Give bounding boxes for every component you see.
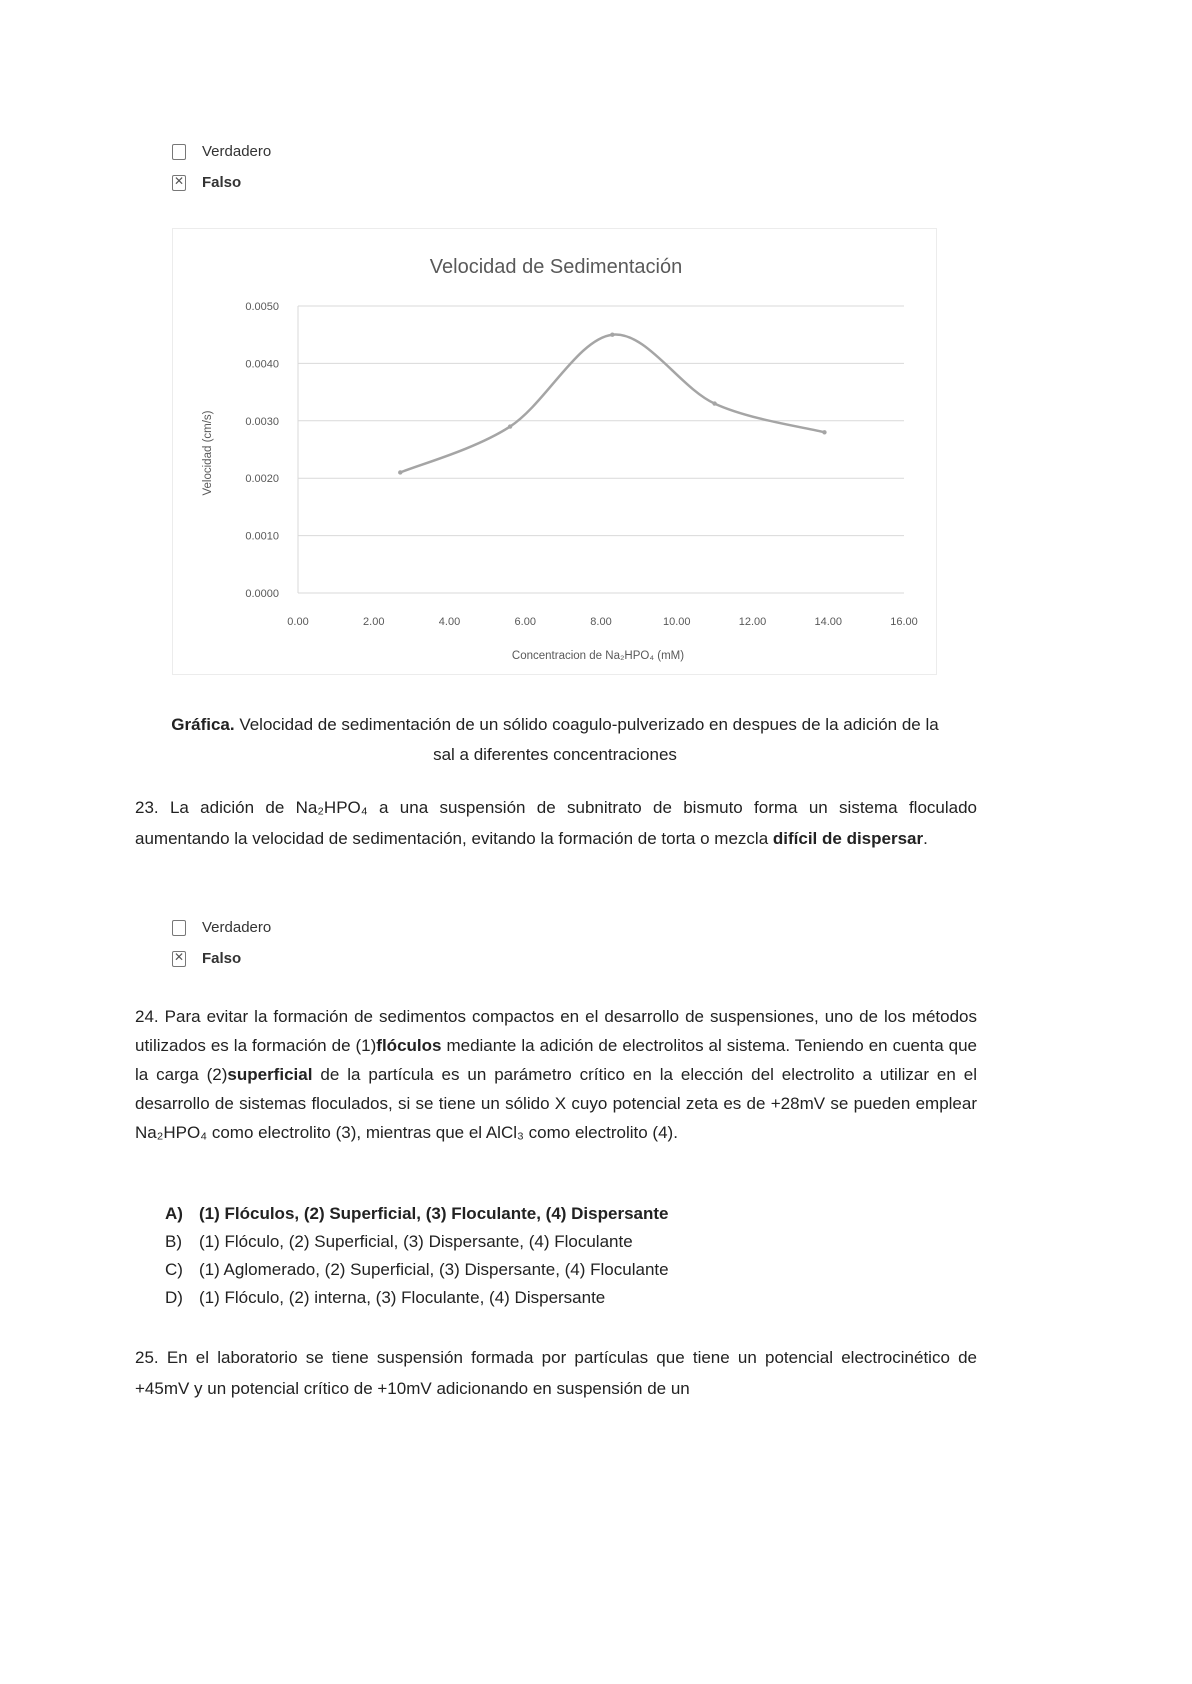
option-letter: A): [165, 1204, 183, 1223]
x-tick-label: 2.00: [363, 616, 385, 628]
y-tick-label: 0.0010: [245, 530, 279, 543]
question-23-end: .: [923, 829, 928, 848]
option-letter: D): [165, 1288, 183, 1307]
y-tick-label: 0.0030: [245, 415, 279, 428]
data-point: [610, 333, 614, 337]
checkbox-verdadero[interactable]: [172, 912, 271, 943]
checkbox-label: Falso: [202, 950, 242, 967]
x-tick-label: 8.00: [590, 616, 612, 628]
x-tick-label: 16.00: [890, 616, 918, 628]
data-point: [822, 430, 826, 434]
x-tick-label: 6.00: [514, 616, 536, 628]
option-text: (1) Flóculo, (2) Superficial, (3) Dispersante, (4) Floculante: [199, 1232, 633, 1251]
question-23: [135, 792, 977, 854]
data-point: [712, 401, 716, 405]
y-tick-label: 0.0050: [245, 301, 279, 313]
option-d[interactable]: [165, 1284, 669, 1312]
data-point: [508, 424, 512, 428]
question-24-text: mediante la adición de electrolitos al sistema. Teniendo en cuenta que la carga (2): [135, 1036, 977, 1084]
option-letter: C): [165, 1260, 183, 1279]
question-25: [135, 1342, 977, 1404]
option-letter: B): [165, 1232, 182, 1251]
option-a[interactable]: [165, 1200, 669, 1228]
true-false-answers-23: [172, 912, 271, 974]
checkbox-box[interactable]: [172, 144, 186, 160]
checkbox-box[interactable]: [172, 175, 186, 191]
question-23-text: 23. La adición de Na₂HPO₄ a una suspensión de subnitrato de bismuto forma un sistema floculado aumentando la velocidad de sedimentación, evitando la formación de torta o mezcla: [135, 798, 977, 848]
checkbox-label: Falso: [202, 174, 242, 191]
caption-text: Velocidad de sedimentación de un sólido coagulo-pulverizado en despues de la adición de la sal a diferentes concentraciones: [234, 715, 939, 764]
checkbox-verdadero[interactable]: [172, 136, 271, 167]
chart-canvas: [173, 229, 936, 674]
x-tick-label: 0.00: [287, 616, 309, 628]
chart-title: Velocidad de Sedimentación: [429, 256, 683, 278]
data-point: [398, 470, 402, 474]
option-text: (1) Flóculos, (2) Superficial, (3) Floculante, (4) Dispersante: [199, 1204, 669, 1223]
y-tick-label: 0.0000: [245, 588, 279, 600]
checkbox-falso[interactable]: [172, 943, 271, 974]
y-tick-label: 0.0040: [245, 358, 279, 371]
checkbox-falso[interactable]: [172, 167, 271, 198]
checkbox-box[interactable]: [172, 920, 186, 936]
true-false-answers-22: [172, 136, 271, 198]
option-text: (1) Flóculo, (2) interna, (3) Floculante, (4) Dispersante: [199, 1288, 606, 1307]
question-24-text: de la partícula es un parámetro crítico en la elección del electrolito a utilizar en el desarrollo de sistemas floculados, si se tiene un sólido X cuyo potencial zeta es de +28mV se pueden emplear Na₂HPO₄ como electrolito (3), mientras que el AlCl₃ como electrolito (4).: [135, 1065, 977, 1142]
option-c[interactable]: [165, 1256, 669, 1284]
option-text: (1) Aglomerado, (2) Superficial, (3) Dispersante, (4) Floculante: [199, 1260, 669, 1279]
question-24-blank-2: superficial: [227, 1065, 313, 1084]
question-24-options: [165, 1200, 669, 1312]
x-tick-label: 10.00: [662, 616, 691, 628]
chart-caption: [160, 710, 950, 770]
y-tick-label: 0.0020: [245, 473, 279, 486]
option-b[interactable]: [165, 1228, 669, 1256]
question-25-text: 25. En el laboratorio se tiene suspensión formada por partículas que tiene un potencial electrocinético de +45mV y un potencial crítico de +10mV adicionando en suspensión de un: [135, 1348, 977, 1398]
series-line: [400, 335, 824, 473]
x-axis-title: Concentracion de Na₂HPO₄ (mM): [511, 650, 685, 662]
question-24-blank-1: flóculos: [376, 1036, 442, 1055]
question-24-text: 24. Para evitar la formación de sedimentos compactos en el desarrollo de suspensiones, uno de los métodos utilizados es la formación de (1): [135, 1007, 977, 1055]
checkbox-box[interactable]: [172, 951, 186, 967]
checkbox-label: Verdadero: [202, 143, 272, 160]
x-tick-label: 4.00: [438, 616, 461, 628]
sedimentation-velocity-chart: [172, 228, 937, 675]
caption-label: Gráfica.: [171, 715, 235, 734]
x-tick-label: 14.00: [814, 616, 843, 628]
x-tick-label: 12.00: [738, 616, 767, 628]
y-axis-title: Velocidad (cm/s): [202, 410, 214, 496]
checkbox-label: Verdadero: [202, 919, 272, 936]
question-24: [135, 1002, 977, 1147]
question-23-emphasis: difícil de dispersar: [772, 829, 924, 848]
